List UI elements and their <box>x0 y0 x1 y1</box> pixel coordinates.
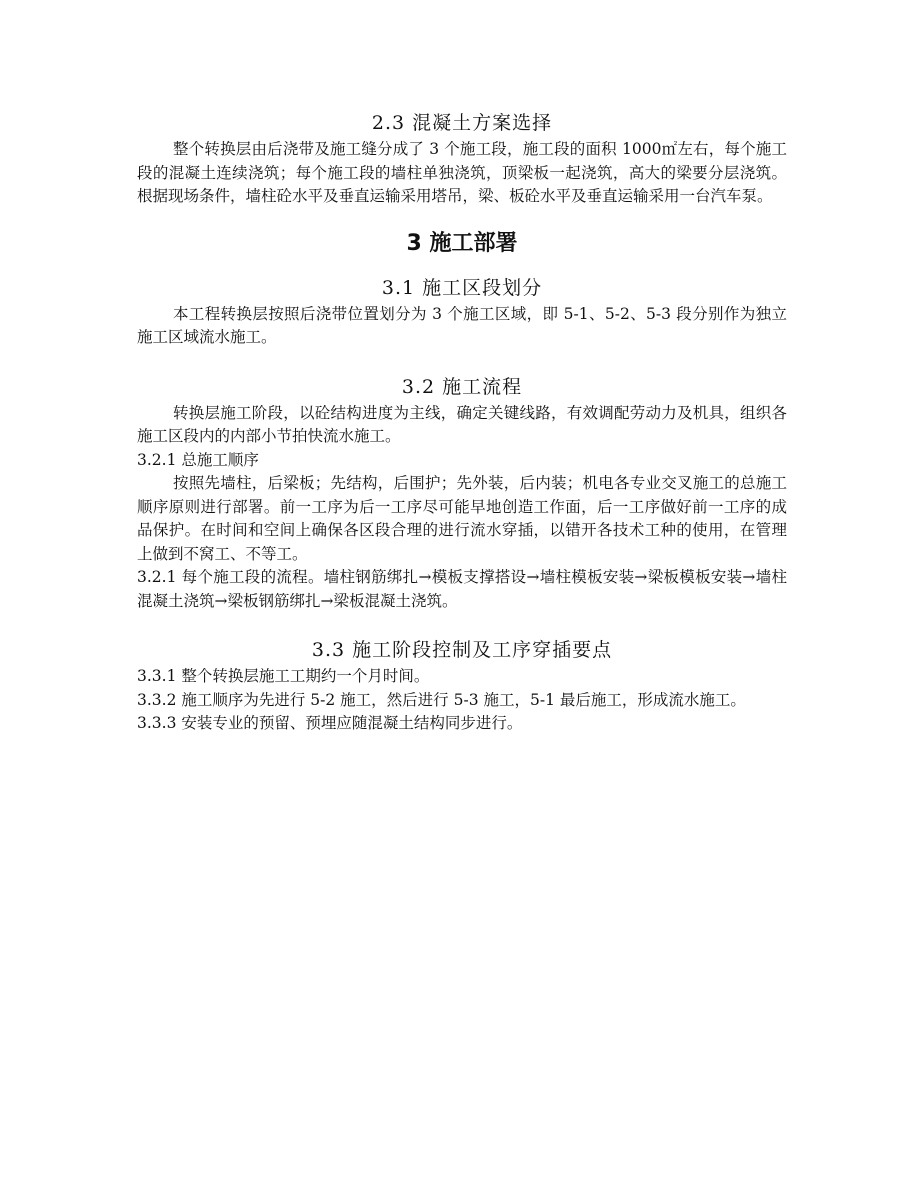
spacer <box>137 613 787 635</box>
section-2-3-body: 整个转换层由后浇带及施工缝分成了 3 个施工段，施工段的面积 1000㎡左右，每个施工段的混凝土连续浇筑；每个施工段的墙柱单独浇筑，顶梁板一起浇筑，高大的梁要分层浇筑。根据现场条件，墙柱砼水平及垂直运输采用塔吊，梁、板砼水平及垂直运输采用一台汽车泵。 <box>137 140 787 205</box>
spacer <box>137 350 787 372</box>
section-3-2-title: 3.2 施工流程 <box>401 375 523 398</box>
section-3-3-item: 3.3.2 施工顺序为先进行 5-2 施工，然后进行 5-3 施工，5-1 最后施工，形成流水施工。 <box>137 690 746 709</box>
spacer <box>137 209 787 227</box>
section-3-2-1-body: 按照先墙柱，后梁板；先结构，后围护；先外装，后内装；机电各专业交叉施工的总施工顺序原则进行部署。前一工序为后一工序尽可能早地创造工作面，后一工序做好前一工序的成品保护。在时间和空间上确保各区段合理的进行流水穿插，以错开各技术工种的使用，在管理上做到不窝工、不等工。 <box>137 474 787 563</box>
section-3-3-item: 3.3.3 安装专业的预留、预埋应随混凝土结构同步进行。 <box>137 714 523 732</box>
section-3-3-item: 3.3.1 整个转换层施工工期约一个月时间。 <box>137 667 430 685</box>
section-3-2-1-label: 3.2.1 总施工顺序 <box>137 450 259 469</box>
section-3-1-title: 3.1 施工区段划分 <box>381 276 543 299</box>
section-3-2-body: 转换层施工阶段，以砼结构进度为主线，确定关键线路，有效调配劳动力及机具，组织各施工区段内的内部小节拍快流水施工。 <box>137 403 787 445</box>
spacer <box>137 261 787 273</box>
section-2-3-title: 2.3 混凝土方案选择 <box>371 112 553 134</box>
document-page <box>137 108 787 736</box>
section-3-title: 3 施工部署 <box>406 230 518 256</box>
section-3-1-body: 本工程转换层按照后浇带位置划分为 3 个施工区域，即 5-1、5-2、5-3 段分别作为独立施工区域流水施工。 <box>137 304 787 346</box>
section-3-2-1-flow: 3.2.1 每个施工段的流程。墙柱钢筋绑扎→模板支撑搭设→墙柱模板安装→梁板模板安装→墙柱混凝土浇筑→梁板钢筋绑扎→梁板混凝土浇筑。 <box>137 568 787 610</box>
section-3-3-title: 3.3 施工阶段控制及工序穿插要点 <box>311 639 613 661</box>
